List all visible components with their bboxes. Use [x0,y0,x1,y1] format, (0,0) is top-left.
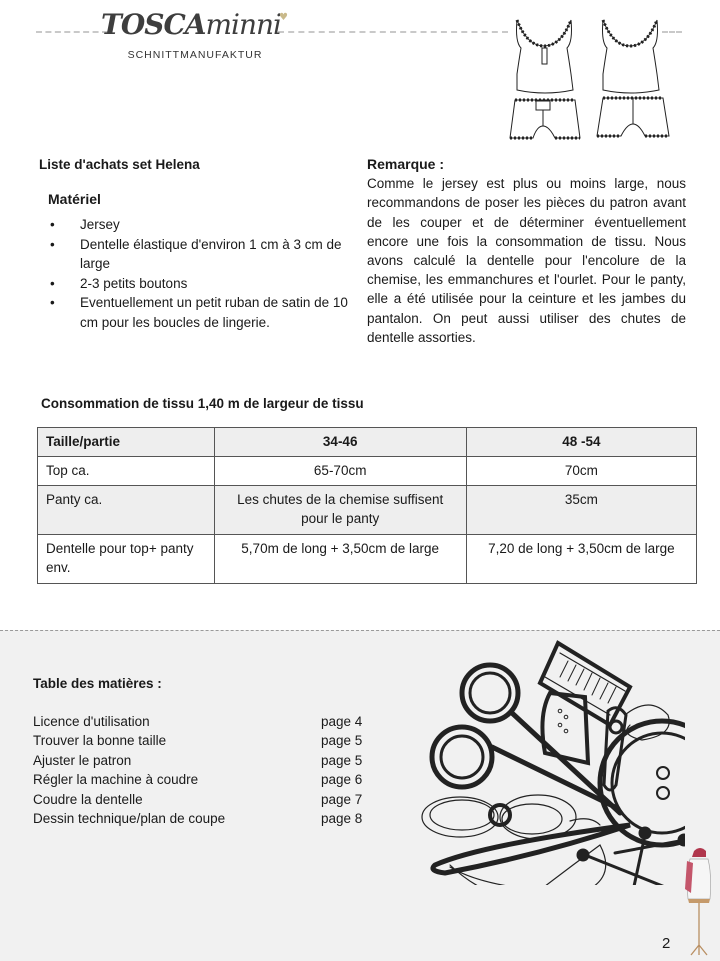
page-number: 2 [662,935,671,952]
table-row [38,457,697,486]
garment-illustration [505,12,670,142]
thread-spool-icon [540,643,669,740]
shorts-back-icon [597,98,669,136]
thimble-icon [542,693,588,763]
toc-item-page: page 7 [321,791,363,807]
toc-item-page: page 5 [321,733,363,749]
sewing-tools-illustration [420,635,685,885]
toc-item-page: page 6 [321,772,363,788]
table-header-row [38,428,697,457]
column-header-part: Taille/partie [38,428,215,457]
toc-item-label: Licence d'utilisation [33,714,150,729]
table-cell: Les chutes de la chemise suffisent pour le panty [214,486,466,535]
toc-item[interactable] [33,790,373,809]
materials-list-item: • Jersey [48,215,358,235]
toc-item-label: Trouver la bonne taille [33,733,167,749]
toc-item-label: Coudre la dentelle [33,791,143,807]
materials-heading: Matériel [48,191,101,207]
materials-list-item: • Dentelle élastique d'environ 1 cm à 3 cm de large [48,235,358,274]
brand-logo [100,10,290,61]
tank-top-back-icon [603,20,660,93]
table-row [38,535,697,584]
heart-icon: ♥ [279,12,287,23]
header-dash-middle [278,31,508,33]
logo-main-text: TOSCA [101,8,206,41]
materials-list-item: • Eventuellement un petit ruban de satin de 10 cm pour les boucles de lingerie. [48,293,358,332]
table-cell: Dentelle pour top+ panty env. [38,535,215,584]
table-cell: Top ca. [38,457,215,486]
table-cell: Panty ca. [38,486,215,535]
toc-item-page: page 8 [321,811,363,827]
remark-body: Comme le jersey est plus ou moins large, nous recommandons de poser les pièces du patron avant de les couper et de déterminer éventuellement encore une fois la consommation de tissu. Nous avons calculé la dentelle pour l'encolure de la chemise, les emmanchures et l'ourlet. Pour le panty, elle a été utilisée pour la ceinture et les jambes du pantalon. On peut aussi utiliser des chutes de dentelle assorties. [367,176,686,345]
toc-item[interactable] [33,712,373,731]
table-of-contents [33,712,373,828]
logo-script-text: minni [205,8,282,41]
dress-form-icon [682,845,716,957]
remark-block [367,155,686,347]
toc-item[interactable] [33,731,373,750]
toc-item-label: Ajuster le patron [33,752,132,768]
column-header-size-34-46: 34-46 [214,428,466,457]
header-dash-left [36,31,108,33]
table-row [38,486,697,535]
table-cell: 35cm [466,486,696,535]
table-cell: 65-70cm [214,457,466,486]
shopping-list-title: Liste d'achats set Helena [39,157,200,172]
logo-subtitle: SCHNITTMANUFAKTUR [127,49,263,61]
consumption-table [37,427,697,584]
materials-list-item: • 2-3 petits boutons [48,274,358,294]
remark-title: Remarque : [367,156,445,172]
table-cell: 5,70m de long + 3,50cm de large [214,535,466,584]
materials-list [48,215,358,332]
table-cell: 70cm [466,457,696,486]
toc-item-page: page 4 [321,714,363,729]
scissors-icon [432,665,620,813]
toc-item[interactable] [33,751,373,770]
toc-item-label: Régler la machine à coudre [33,772,199,788]
toc-title: Table des matières : [33,676,162,691]
table-cell: 7,20 de long + 3,50cm de large [466,535,696,584]
tank-top-front-icon [517,20,574,93]
consumption-title: Consommation de tissu 1,40 m de largeur de tissu [41,396,364,411]
toc-item-page: page 5 [321,752,363,768]
toc-item[interactable] [33,770,373,789]
toc-item-label: Dessin technique/plan de coupe [33,811,226,827]
shorts-front-icon [510,100,580,138]
toc-item[interactable] [33,809,373,828]
column-header-size-48-54: 48 -54 [466,428,696,457]
